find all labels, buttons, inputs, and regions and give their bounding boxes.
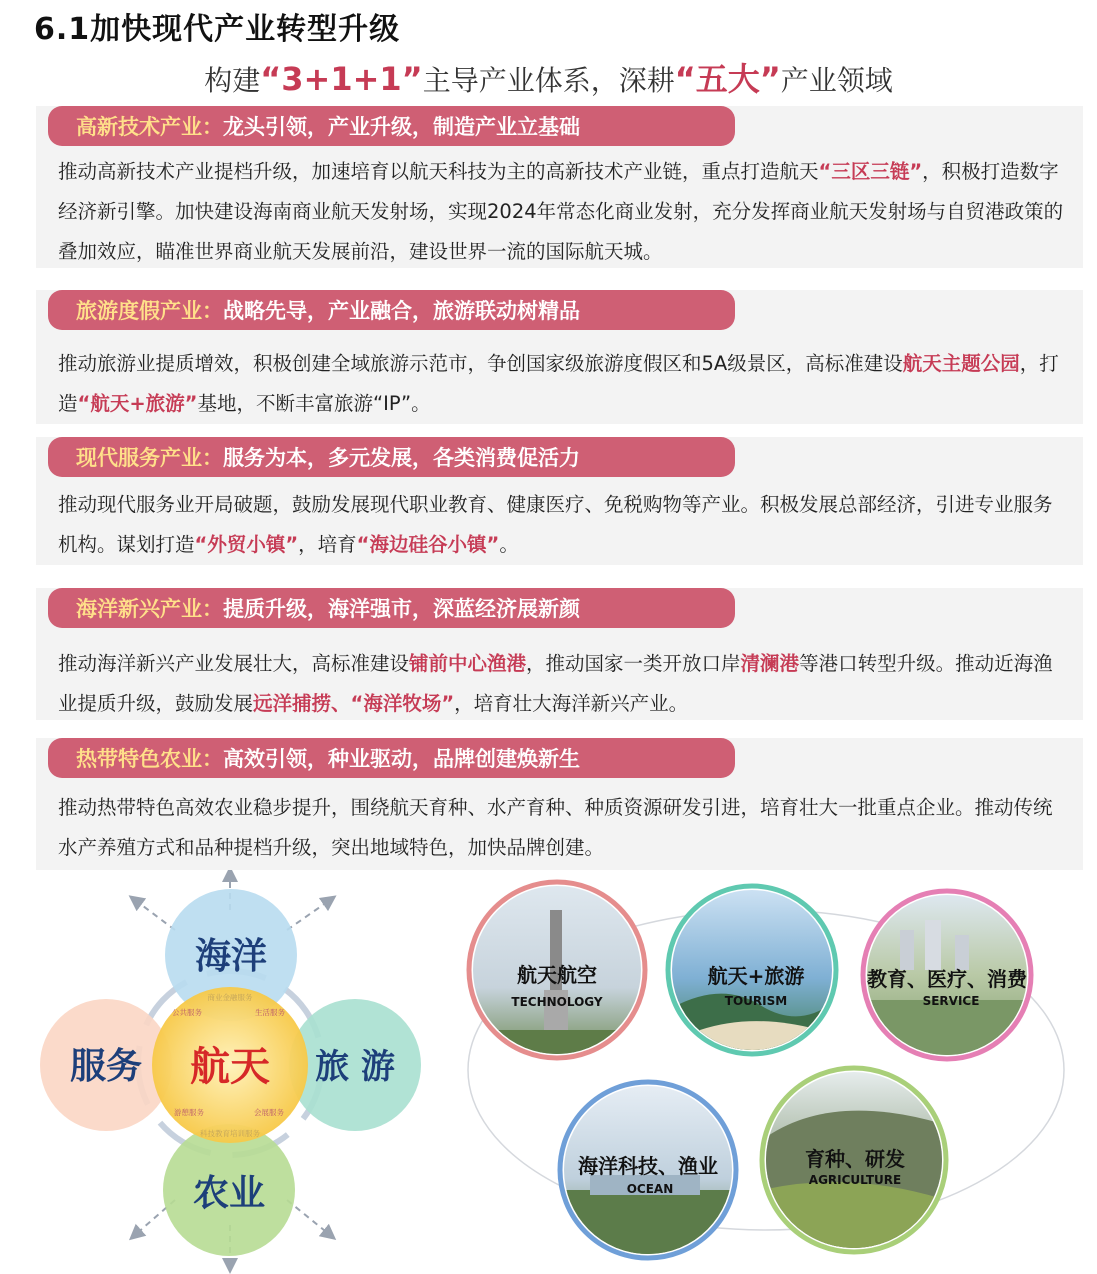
photo-subtitle: SERVICE [922,994,980,1008]
photo-agriculture [762,1068,946,1252]
section-tagline: 提质升级，海洋强市，深蓝经济展新颜 [223,597,580,621]
body-text: 推动海洋新兴产业发展壮大，高标准建设 [58,652,410,675]
photo-subtitle: TOURISM [724,994,788,1008]
body-highlight: “三区三链” [818,160,923,183]
photo-tourism [668,886,836,1054]
section-tagline: 战略先导，产业融合，旅游联动树精品 [223,299,580,323]
body-highlight: 铺前中心渔港 [409,652,527,675]
photo-service [863,891,1031,1060]
section-body [58,644,1071,724]
section-tagline: 高效引领，种业驱动，品牌创建焕新生 [223,747,580,771]
body-text: 。 [499,533,519,556]
body-highlight: 远洋捕捞、“海洋牧场” [253,692,455,715]
body-text: ，积极打造数字经济新引擎。加快建设海南商业航天发射场，实现2024年常态化商业发射，充分发挥商业航天发射场与自贸港政策的叠加效应，瞄准世界商业航天发展前沿，建设世界一流的国际航天城。 [58,160,1064,263]
body-highlight: “航天+旅游” [77,392,198,415]
petal-label: 科技教育培训服务 [200,1129,260,1138]
body-highlight: “海边硅谷小镇” [356,533,500,556]
section-tagline: 龙头引领，产业升级，制造产业立基础 [223,115,580,139]
photo-title: 海洋科技、渔业 [578,1154,718,1178]
body-highlight: 清澜港 [740,652,800,675]
section-head: 海洋新兴产业： [76,597,223,621]
photo-title: 航天+旅游 [707,964,805,988]
section-body [58,152,1071,272]
petal-label: 商业金融服务 [207,993,253,1002]
venn-top-label: 海洋 [194,936,268,977]
petal-label: 公共服务 [172,1008,202,1017]
section-services [36,437,1083,565]
section-marine [36,588,1083,720]
venn-diagram [40,874,421,1266]
section-header-marine [48,588,735,628]
section-body [58,344,1071,424]
body-text: 推动热带特色高效农业稳步提升，围绕航天育种、水产育种、种质资源研发引进，培育壮大一批重点企业。推动传统水产养殖方式和品种提档升级，突出地域特色，加快品牌创建。 [58,796,1053,859]
subtitle-part-1: 构建 [204,64,261,97]
subtitle [0,54,1097,100]
body-text: 推动现代服务业开局破题，鼓励发展现代职业教育、健康医疗、免税购物等产业。积极发展总部经济，引进专业服务机构。谋划打造 [58,493,1053,556]
section-body [58,788,1071,868]
subtitle-highlight-2: “五大” [674,60,781,98]
body-text: ，培育壮大海洋新兴产业。 [454,692,689,715]
photo-circles [468,882,1064,1260]
petal-label: 游憩服务 [174,1108,204,1117]
venn-center-label: 航天 [190,1044,270,1090]
body-text: 推动旅游业提质增效，积极创建全域旅游示范市，争创国家级旅游度假区和5A级景区，高标准建设 [58,352,903,375]
body-highlight: “外贸小镇” [194,533,299,556]
petal-label: 生活服务 [255,1008,285,1017]
venn-bottom-label: 农业 [192,1173,266,1214]
body-text: ，培育 [298,533,357,556]
body-text: 等港口转型升级。推动近海渔业提质升级，鼓励发展 [58,652,1053,715]
section-tagline: 服务为本，多元发展，各类消费促活力 [223,446,580,470]
photo-title: 教育、医疗、消费 [867,967,1027,991]
section-head: 现代服务产业： [76,446,223,470]
industry-diagrams [0,870,1097,1274]
section-header-tourism [48,290,735,330]
venn-right-label: 旅 游 [315,1047,395,1087]
section-header-agriculture [48,738,735,778]
venn-left-label: 服务 [69,1046,143,1087]
photo-title: 航天航空 [517,963,597,987]
photo-subtitle: OCEAN [626,1182,674,1196]
body-text: 推动高新技术产业提档升级，加速培育以航天科技为主的高新技术产业链，重点打造航天 [58,160,819,183]
section-body [58,485,1071,565]
section-header-hightech [48,106,735,146]
body-text: ，打造 [58,352,1059,415]
photo-subtitle: TECHNOLOGY [511,995,603,1009]
section-agriculture [36,738,1083,870]
photo-title: 育种、研发 [805,1147,905,1171]
section-header-services [48,437,735,477]
body-text: ，推动国家一类开放口岸 [526,652,741,675]
subtitle-part-2: 主导产业体系，深耕 [422,64,675,97]
body-highlight: 航天主题公园 [902,352,1020,375]
photo-technology [469,882,645,1060]
section-head: 旅游度假产业： [76,299,223,323]
section-head: 热带特色农业： [76,747,223,771]
photo-subtitle: AGRICULTURE [808,1173,902,1187]
section-hightech [36,106,1083,268]
subtitle-highlight-1: “3+1+1” [260,60,423,98]
photo-ocean [560,1082,736,1260]
subtitle-part-3: 产业领域 [780,64,893,97]
body-text: 基地，不断丰富旅游“IP”。 [197,392,431,415]
section-tourism [36,290,1083,424]
page-title: 6.1加快现代产业转型升级 [34,12,401,47]
petal-label: 会展服务 [254,1108,284,1117]
section-head: 高新技术产业： [76,115,223,139]
